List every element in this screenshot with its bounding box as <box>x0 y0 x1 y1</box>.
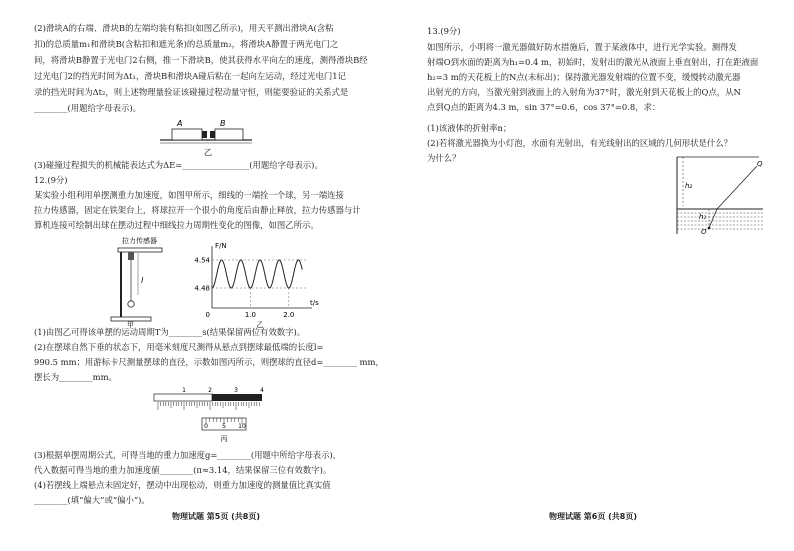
figure-yi-sliders <box>156 116 256 160</box>
vernier-label: 5 <box>222 423 226 430</box>
liquid-hatching <box>677 209 763 229</box>
laser-origin <box>708 227 711 230</box>
y-tick-label: 4.48 <box>194 284 210 293</box>
figure-yi-caption: 乙 <box>204 148 212 157</box>
slider-a-label: A <box>177 119 183 128</box>
text-line: 拉力传感器，固定在铁架台上，将球拉开一个很小的角度后由静止释放，拉力传感器与计 <box>34 205 361 215</box>
main-scale-label: 4 <box>260 387 264 394</box>
main-scale-bar <box>212 394 262 401</box>
figure-bing-vernier <box>150 387 265 445</box>
question-13-title: 13.(9分) <box>427 26 461 36</box>
vernier-label: 0 <box>204 423 208 430</box>
text-line: ________(用题给字母表示)。 <box>34 103 142 113</box>
force-sensor <box>128 252 134 260</box>
y-axis-label: F/N <box>215 242 227 250</box>
text-line: 为什么？ <box>427 153 461 163</box>
text-line: 出射光的方向，当激光射到液面上的入射角为37°时，激光射到天花板上的Q点，从N <box>427 87 741 97</box>
question-12-title: 12.(9分) <box>34 175 68 185</box>
x-tick-label: 0 <box>205 311 210 319</box>
text-line: 录的挡光时间为Δt₂，则上述物理量验证该碰撞过程动量守恒，则能要验证的关系式是 <box>34 87 349 97</box>
o-label: O <box>701 228 707 236</box>
x-axis-label: t/s <box>310 299 319 307</box>
force-curve <box>212 260 302 288</box>
text-line: 间，将滑块B静置于光电门2右侧，推一下滑块B，使其获得水平向左的速度，测得滑块B经 <box>34 55 368 65</box>
figure-laser-liquid <box>669 154 769 240</box>
text-line: 射端O到水面的距离为h₁=0.4 m，初始时，发射出的激光从液面上垂直射出，打在距液面 <box>427 57 759 67</box>
question-12-part-1: (1)由图乙可得该单摆的运动周期T为________s(结果保留两位有效数字)。 <box>34 327 306 337</box>
q-label: Q <box>757 160 763 168</box>
force-time-chart <box>186 238 319 329</box>
right-page <box>397 0 794 551</box>
figure-jia-caption: 甲 <box>127 321 134 329</box>
sensor-label: 拉力传感器 <box>122 237 157 245</box>
text-line: 算机连接可绘制出球在摆动过程中细线拉力周期性变化的图像，如图乙所示。 <box>34 220 319 230</box>
text-line: (4)若摆线上端悬点未固定好，摆动中出现松动，则重力加速度的测量值比真实值 <box>34 480 331 490</box>
main-scale-label: 2 <box>208 387 212 394</box>
text-line: ________(填“偏大”或“偏小”)。 <box>34 495 150 505</box>
question-13-part-1: (1)该液体的折射率n； <box>427 123 512 133</box>
text-line: 点到Q点的距离为4.3 m，sin 37°=0.6，cos 37°=0.8，求： <box>427 102 661 112</box>
right-page-footer: 物理试题 第6页 (共8页) <box>549 512 638 521</box>
text-line: (2)在摆球自然下垂的状态下，用毫米刻度尺测得从悬点到摆球最低端的长度l= <box>34 342 324 352</box>
text-line: (2)滑块A的右端、滑块B的左端均装有粘扣(如图乙所示)，用天平测出滑块A(含粘 <box>34 23 334 33</box>
text-line: h₂=3 m的天花板上的N点(未标出)；保持激光器发射端的位置不变，缓慢转动激光器 <box>427 72 741 82</box>
chart-caption: 乙 <box>256 321 264 329</box>
y-tick-label: 4.54 <box>194 256 210 265</box>
left-page-footer: 物理试题 第5页 (共8页) <box>172 512 261 521</box>
text-line: (2)若将激光器换为小灯泡，水面有光射出，有光线射出的区域的几何形状是什么？ <box>427 138 732 148</box>
question-11-part-3: (3)碰撞过程损失的机械能表达式为ΔE=________________(用题给字母表示)。 <box>34 160 323 170</box>
x-tick-label: 2.0 <box>283 311 295 319</box>
h1-label: h₁ <box>699 213 707 221</box>
main-scale-label: 3 <box>234 387 238 394</box>
figure-jia-pendulum <box>108 235 178 327</box>
figure-bing-caption: 丙 <box>220 435 228 443</box>
text-line: 过光电门2的挡光时间为Δt₁，滑块B和滑块A碰后粘在一起向左运动，经过光电门1记 <box>34 71 347 81</box>
vernier-label: 10 <box>238 423 246 430</box>
text-line: 如图所示，小明将一激光器做好防水措施后，置于某液体中，进行光学实验。测得发 <box>427 42 737 52</box>
text-line: 990.5 mm；用游标卡尺测量摆球的直径，示数如图丙所示，则摆球的直径d=________ mm， <box>34 357 384 367</box>
text-line: 扣)的总质量m₁和滑块B(含粘扣和遮光条)的总质量m₂，将滑块A静置于两光电门之 <box>34 39 339 49</box>
length-label: l <box>141 276 144 285</box>
laser-ray <box>717 166 757 209</box>
h2-label: h₂ <box>685 182 693 190</box>
main-scale-label: 1 <box>182 387 186 394</box>
slider-b-label: B <box>220 119 226 128</box>
text-line: (3)根据单摆周期公式，可得当地的重力加速度g=________(用题中所给字母表示)， <box>34 450 342 460</box>
x-tick-label: 1.0 <box>244 311 256 319</box>
text-line: 摆长为________mm。 <box>34 372 117 382</box>
text-line: 代入数据可得当地的重力加速度値________(π≈3.14，结果保留三位有效数字)。 <box>34 465 332 475</box>
text-line: 某实验小组利用单摆测重力加速度，如图甲所示，细线的一端拴一个球，另一端连接 <box>34 190 344 200</box>
